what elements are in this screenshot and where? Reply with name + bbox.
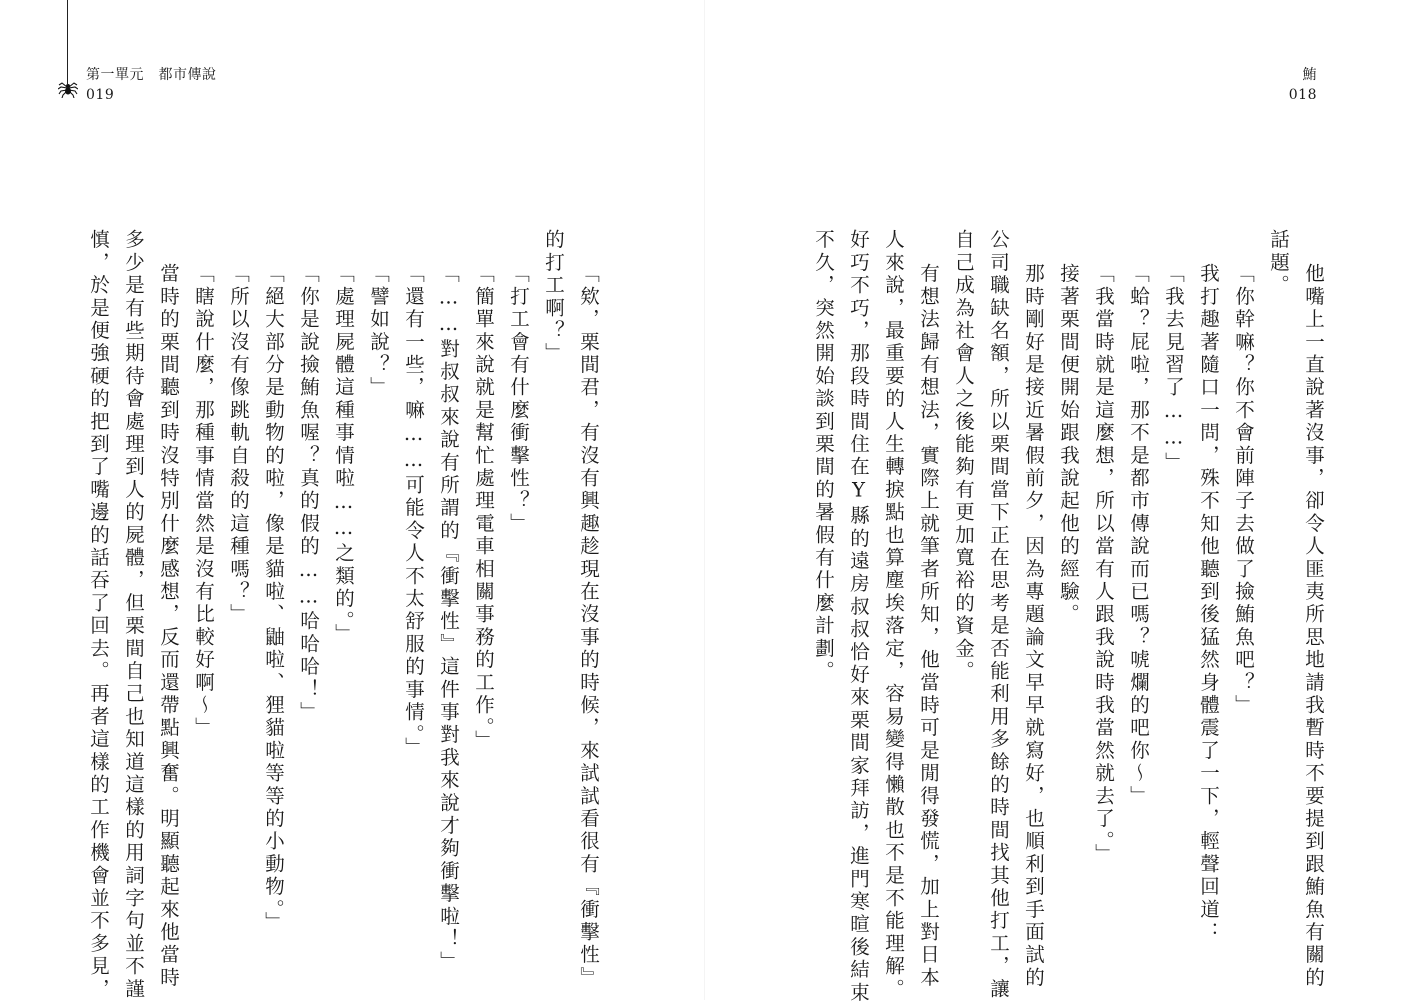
- page-number: 019: [86, 87, 115, 103]
- text-line: 「還有一些，嘛……可能令人不太舒服的事情。」: [402, 263, 425, 760]
- text-line: 「所以沒有像跳軌自殺的這種嗎？」: [227, 263, 250, 627]
- text-line: 當時的栗間聽到時沒特別什麼感想，反而還帶點興奮。明顯聽起來他當時: [157, 263, 180, 990]
- text-line: 「簡單來說就是幫忙處理電車相關事務的工作。」: [472, 263, 495, 753]
- text-line: 「……對叔叔來說有所謂的『衝擊性』這件事對我來說才夠衝擊啦！」: [437, 263, 460, 974]
- text-line: 「處理屍體這種事情啦……之類的。」: [332, 263, 355, 647]
- text-line: 「你是說撿鮪魚喔？真的假的……哈哈哈！」: [297, 263, 320, 724]
- text-line: 「絕大部分是動物的啦，像是貓啦、鼬啦、狸貓啦等等的小動物。」: [262, 263, 285, 935]
- text-line: 「譬如說？」: [367, 263, 390, 400]
- spider-icon: [58, 80, 78, 98]
- text-line: 我打趣著隨口一問，殊不知他聽到後猛然身體震了一下，輕聲回道：: [1197, 263, 1220, 944]
- text-line: 人來說，最重要的人生轉捩點也算塵埃落定，容易變得懶散也不是不能理解。: [882, 229, 905, 1001]
- text-line: 多少是有些期待會處理到人的屍體，但栗間自己也知道這樣的用詞字句並不謹: [122, 229, 145, 1001]
- text-line: 有想法歸有想法，實際上就筆者所知，他當時可是閒得發慌，加上對日本: [917, 263, 940, 990]
- text-line: 好巧不巧，那段時間住在Y縣的遠房叔叔恰好來栗間家拜訪，進門寒暄後結束: [847, 229, 870, 1004]
- text-line: 慎，於是便強硬的把到了嘴邊的話吞了回去。再者這樣的工作機會並不多見，: [87, 229, 110, 1001]
- text-line: 他嘴上一直說著沒事，卻令人匪夷所思地請我暫時不要提到跟鮪魚有關的: [1302, 263, 1325, 990]
- text-line: 「我去見習了……」: [1162, 263, 1185, 475]
- text-line: 「瞎說什麼，那種事情當然是沒有比較好啊～」: [192, 263, 215, 740]
- text-line: 接著栗間便開始跟我說起他的經驗。: [1057, 263, 1080, 627]
- running-header: 鮪: [1302, 67, 1317, 83]
- running-header: 第一單元 都市傳說: [86, 67, 217, 83]
- spider-thread: [67, 0, 68, 84]
- text-line: 自己成為社會人之後能夠有更加寬裕的資金。: [952, 229, 975, 683]
- text-line: 「你幹嘛？你不會前陣子去做了撿鮪魚吧？」: [1232, 263, 1255, 717]
- text-line: 話題。: [1267, 229, 1290, 298]
- text-line: 公司職缺名額，所以栗間當下正在思考是否能利用多餘的時間找其他打工，讓: [987, 229, 1010, 1001]
- text-line: 那時剛好是接近暑假前夕，因為專題論文早早就寫好，也順利到手面試的: [1022, 263, 1045, 990]
- text-line: 的打工啊？」: [542, 229, 565, 366]
- text-line: 「蛤？屁啦，那不是都市傳說而已嗎？唬爛的吧你～」: [1127, 263, 1150, 808]
- text-line: 「欸，栗間君，有沒有興趣趁現在沒事的時候，來試試看很有『衝擊性』: [577, 263, 600, 990]
- text-line: 不久，突然開始談到栗間的暑假有什麼計劃。: [812, 229, 835, 683]
- page-number: 018: [1288, 87, 1317, 103]
- text-line: 「打工會有什麼衝擊性？」: [507, 263, 530, 536]
- text-line: 「我當時就是這麼想，所以當有人跟我說時我當然就去了。」: [1092, 263, 1115, 867]
